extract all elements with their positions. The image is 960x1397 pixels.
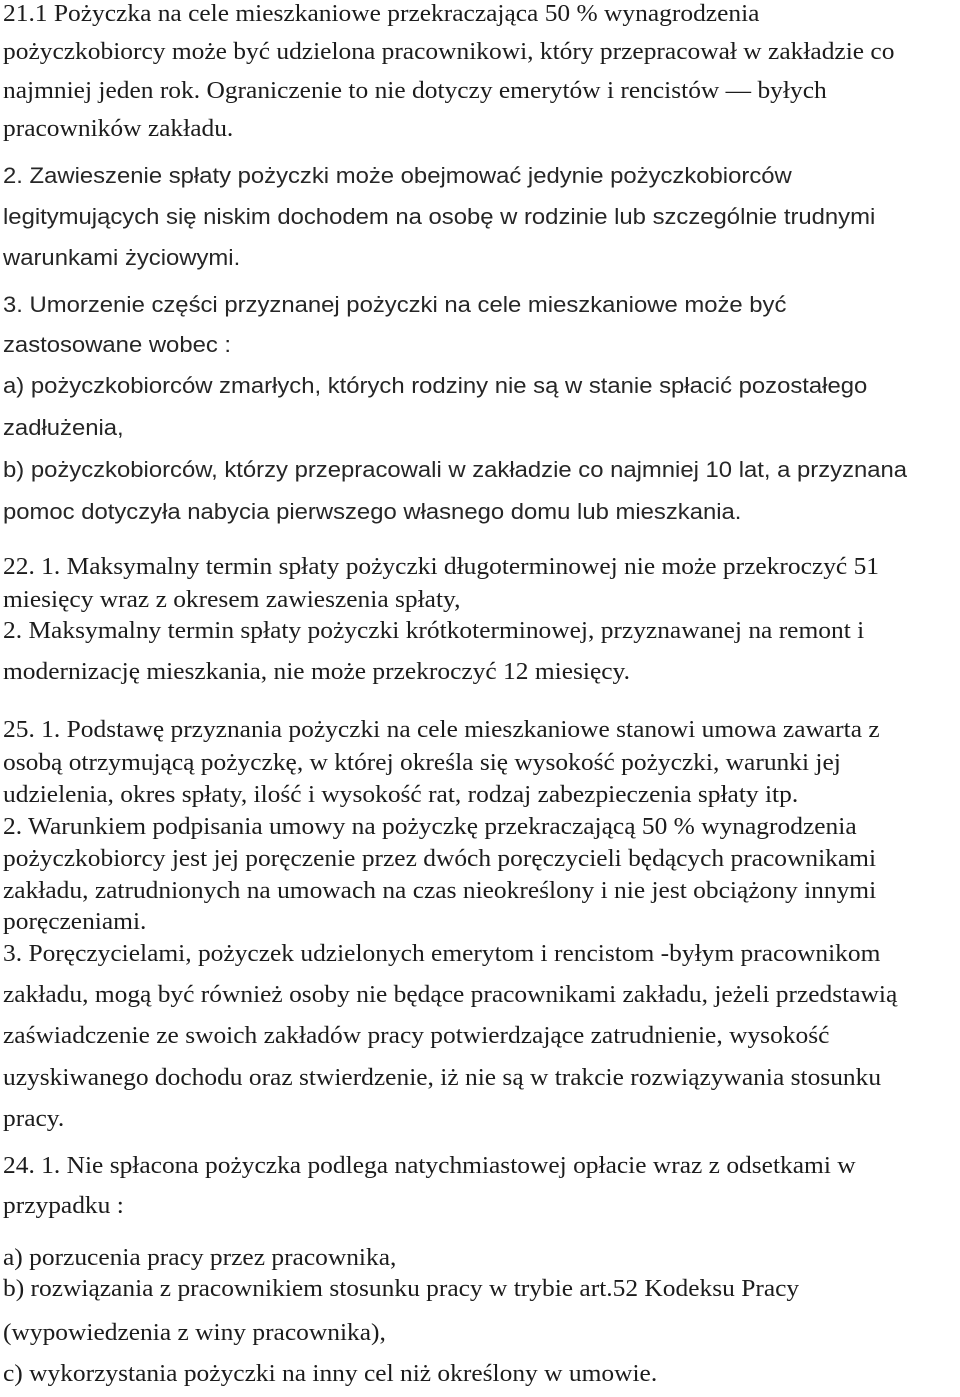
text-line: c) wykorzystania pożyczki na inny cel niż określony w umowie. bbox=[3, 1361, 658, 1387]
text-line: pomoc dotyczyła nabycia pierwszego własnego domu lub mieszkania. bbox=[3, 499, 742, 524]
text-line: pracowników zakładu. bbox=[3, 116, 234, 142]
text-line: 25. 1. Podstawę przyznania pożyczki na cele mieszkaniowe stanowi umowa zawarta z bbox=[3, 717, 880, 743]
text-line: pracy. bbox=[3, 1106, 65, 1132]
text-line: 24. 1. Nie spłacona pożyczka podlega natychmiastowej opłacie wraz z odsetkami w bbox=[3, 1153, 856, 1179]
text-line: najmniej jeden rok. Ograniczenie to nie dotyczy emerytów i rencistów — byłych bbox=[3, 78, 827, 104]
text-line: zakładu, mogą być również osoby nie będące pracownikami zakładu, jeżeli przedstawią bbox=[3, 982, 898, 1008]
text-line: udzielenia, okres spłaty, ilość i wysokość rat, rodzaj zabezpieczenia spłaty itp. bbox=[3, 782, 799, 808]
text-line: zadłużenia, bbox=[3, 415, 124, 440]
text-line: uzyskiwanego dochodu oraz stwierdzenie, iż nie są w trakcie rozwiązywania stosunku bbox=[3, 1065, 882, 1091]
text-line: pożyczkobiorcy może być udzielona pracownikowi, który przepracował w zakładzie co bbox=[3, 39, 895, 65]
text-line: 2. Maksymalny termin spłaty pożyczki krótkoterminowej, przyznawanej na remont i bbox=[3, 618, 865, 644]
text-line: 21.1 Pożyczka na cele mieszkaniowe przekraczająca 50 % wynagrodzenia bbox=[3, 1, 760, 27]
text-line: osobą otrzymującą pożyczkę, w której określa się wysokość pożyczki, warunki jej bbox=[3, 750, 841, 776]
text-line: (wypowiedzenia z winy pracownika), bbox=[3, 1320, 386, 1346]
text-line: 3. Poręczycielami, pożyczek udzielonych emerytom i rencistom -byłym pracownikom bbox=[3, 941, 881, 967]
text-line: poręczeniami. bbox=[3, 909, 147, 935]
text-line: a) pożyczkobiorców zmarłych, których rodziny nie są w stanie spłacić pozostałego bbox=[3, 373, 868, 398]
text-line: modernizację mieszkania, nie może przekroczyć 12 miesięcy. bbox=[3, 659, 630, 685]
text-line: przypadku : bbox=[3, 1193, 124, 1219]
text-line: zastosowane wobec : bbox=[3, 332, 232, 357]
text-line: 2. Zawieszenie spłaty pożyczki może obejmować jedynie pożyczkobiorców bbox=[3, 163, 792, 188]
text-line: 22. 1. Maksymalny termin spłaty pożyczki długoterminowej nie może przekroczyć 51 bbox=[3, 554, 880, 580]
text-line: miesięcy wraz z okresem zawieszenia spłaty, bbox=[3, 587, 461, 613]
text-line: a) porzucenia pracy przez pracownika, bbox=[3, 1245, 397, 1271]
text-line: legitymujących się niskim dochodem na osobę w rodzinie lub szczególnie trudnymi bbox=[3, 204, 876, 229]
text-line: zaświadczenie ze swoich zakładów pracy potwierdzające zatrudnienie, wysokość bbox=[3, 1023, 830, 1049]
text-line: pożyczkobiorcy jest jej poręczenie przez dwóch poręczycieli będących pracownikami bbox=[3, 846, 877, 872]
text-line: b) rozwiązania z pracownikiem stosunku pracy w trybie art.52 Kodeksu Pracy bbox=[3, 1276, 800, 1302]
text-line: b) pożyczkobiorców, którzy przepracowali w zakładzie co najmniej 10 lat, a przyznana bbox=[3, 457, 908, 482]
text-line: 2. Warunkiem podpisania umowy na pożyczkę przekraczającą 50 % wynagrodzenia bbox=[3, 814, 857, 840]
text-line: 3. Umorzenie części przyznanej pożyczki na cele mieszkaniowe może być bbox=[3, 292, 787, 317]
text-line: zakładu, zatrudnionych na umowach na czas nieokreślony i nie jest obciążony innymi bbox=[3, 878, 877, 904]
text-line: warunkami życiowymi. bbox=[3, 245, 241, 270]
